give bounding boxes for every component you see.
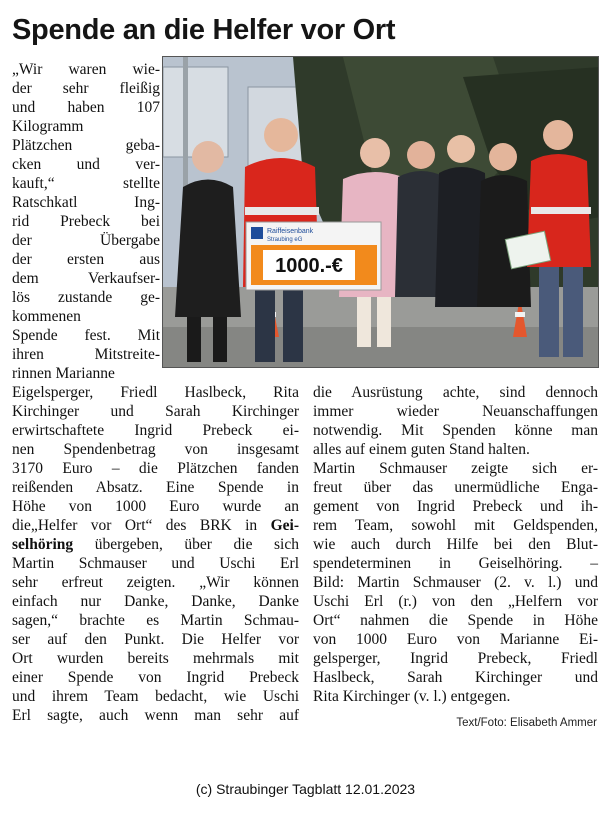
text-line: der sehr fleißig [12,80,160,97]
text-line: alles auf einem guten Stand halten. [313,441,530,458]
text-line: Rita Kirchinger (v. l.) entgegen. [313,688,511,705]
text-line: „Wir waren wie- [12,61,160,78]
text-line: cken und ver- [12,156,160,173]
text-line: wie auch durch Hilfe bei den Blut- [313,536,598,553]
photo-credit: Text/Foto: Elisabeth Ammer [456,717,597,729]
text-line: Ort“ nahmen die Spende in Höhe [313,612,598,629]
article-column-right [313,383,598,706]
source-line: (c) Straubinger Tagblatt 12.01.2023 [195,781,416,797]
text-line: freut über das unermüdliche Enga- [313,479,598,496]
text-line: sagen,“ brachte es Martin Schmau- [12,612,299,629]
text-line: Eigelsperger, Friedl Haslbeck, Rita [12,384,299,401]
text-line: ser auf den Punkt. Die Helfer vor [12,631,299,648]
text-line: selhöring übergeben, über die sich [12,536,299,553]
text-line: kauft,“ stellte [12,175,160,192]
text-line: rinnen Marianne [12,365,115,382]
text-line: und haben 107 [12,99,160,116]
text-line: gement von Ingrid Prebeck und ih- [313,498,598,515]
text-line: reißenden Absatz. Eine Spende in [12,479,299,496]
text-line: einfach nur Danke, Danke, Danke [12,593,299,610]
article-column-left-top [12,60,160,383]
text-line: Bild: Martin Schmauser (2. v. l.) und [313,574,598,591]
check-bank-line2: Straubing eG [267,237,303,243]
check-bank-line1: Raiffeisenbank [267,228,314,235]
text-line: kommenen [12,308,81,325]
text-line: Haslbeck, Sarah Kirchinger und [313,669,598,686]
text-line: notwendig. Mit Spenden könne man [313,422,598,439]
check-amount: 1000.-€ [275,255,343,277]
text-line: erwirtschaftete Ingrid Prebeck ei- [12,422,299,439]
text-line: rem Team, sowohl mit Geldspenden, [313,517,598,534]
text-line: gelsperger, Ingrid Prebeck, Friedl [313,650,598,667]
text-line: sehr erfreut zeigten. „Wir können [12,574,299,591]
text-line: Ort wurden bereits mehrmals mit [12,650,299,667]
text-line: ihren Mitstreite- [12,346,160,363]
text-line: Ratschkatl Ing- [12,194,160,211]
text-line: Erl sagte, auch wenn man sehr auf [12,707,299,724]
text-line: die„Helfer vor Ort“ des BRK in Gei- [12,517,299,534]
article-column-left-bottom [12,383,299,725]
article-photo [162,56,599,368]
text-line: 3170 Euro – die Plätzchen fanden [12,460,299,477]
text-line: immer wieder Neuanschaffungen [313,403,598,420]
text-line: und ihrem Team bedacht, wie Uschi [12,688,299,705]
text-line: rid Prebeck bei [12,213,160,230]
text-line: Plätzchen geba- [12,137,160,154]
text-line: Kilogramm [12,118,84,135]
text-line: Spende fest. Mit [12,327,160,344]
text-line: Martin Schmauser und Uschi Erl [12,555,299,572]
text-line: lös zustande ge- [12,289,160,306]
text-line: die Ausrüstung achte, sind dennoch [313,384,598,401]
text-line: Uschi Erl (r.) von den „Helfern vor [313,593,598,610]
place-name-bold: Gei- [270,517,299,534]
place-name-bold: selhöring [12,536,74,553]
text-line: nen Spendenbetrag von insgesamt [12,441,299,458]
headline: Spende an die Helfer vor Ort [12,14,396,46]
text-line: der ersten aus [12,251,160,268]
text-line: spendeterminen in Geiselhöring. – [313,555,598,572]
text-line: einer Spende von Ingrid Prebeck [12,669,299,686]
text-line: dem Verkaufser- [12,270,160,287]
text-line: Martin Schmauser zeigte sich er- [313,460,598,477]
text-line: von 1000 Euro von Marianne Ei- [313,631,598,648]
text-line: Höhe von 1000 Euro wurde an [12,498,299,515]
text-line: der Übergabe [12,232,160,249]
text-line: Kirchinger und Sarah Kirchinger [12,403,299,420]
